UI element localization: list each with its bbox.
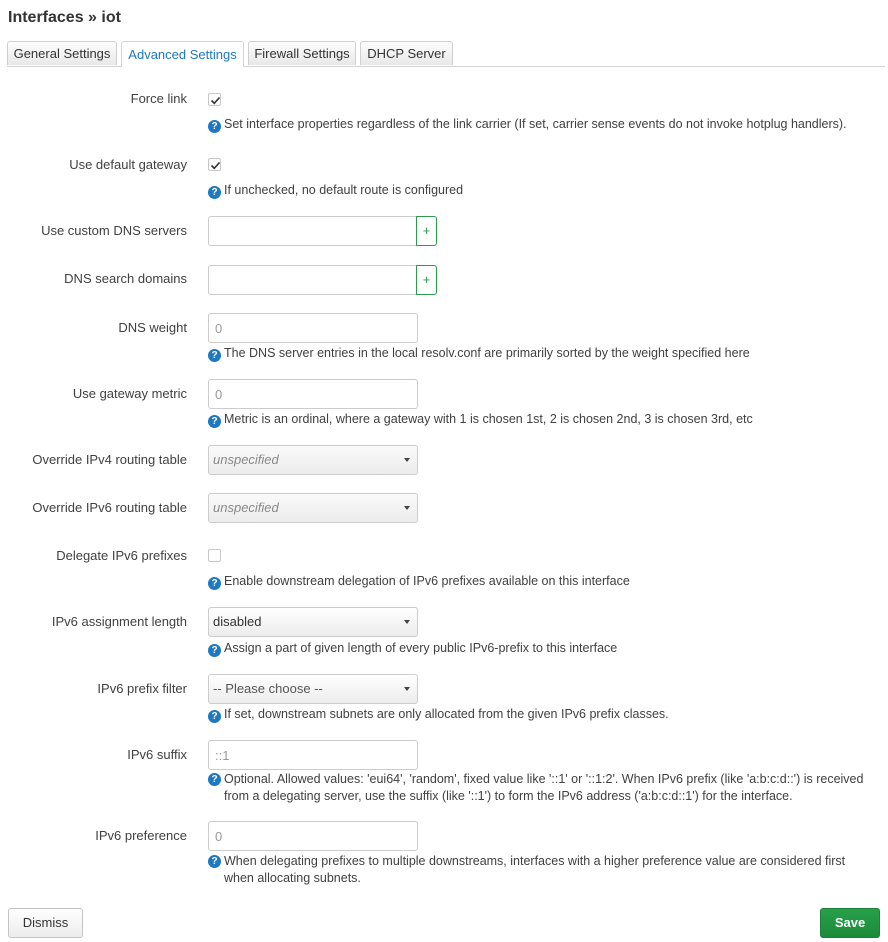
- ipv4-table-select[interactable]: [208, 445, 418, 475]
- force-link-label: Force link: [130, 91, 187, 106]
- question-circle-icon: ?: [208, 415, 221, 428]
- tab-dhcp-server[interactable]: DHCP Server: [360, 41, 453, 65]
- checkmark-icon: [210, 160, 221, 171]
- custom-dns-label: Use custom DNS servers: [41, 223, 187, 238]
- question-circle-icon: ?: [208, 120, 221, 133]
- question-circle-icon: ?: [208, 773, 221, 786]
- prefix-filter-label: IPv6 prefix filter: [97, 681, 187, 696]
- dns-search-list: [208, 265, 437, 295]
- page-title: Interfaces » iot: [8, 9, 121, 26]
- ipv4-table-selected: unspecified: [213, 452, 279, 467]
- tab-general-settings[interactable]: General Settings: [7, 41, 117, 65]
- gateway-metric-label: Use gateway metric: [72, 386, 187, 401]
- question-circle-icon: ?: [208, 710, 221, 723]
- force-link-help: ? Set interface properties regardless of the link carrier (If set, carrier sense events do not invoke hotplug handlers).: [208, 116, 847, 133]
- ipv6-table-selected: unspecified: [213, 500, 279, 515]
- ipv6-suffix-label: IPv6 suffix: [127, 747, 187, 762]
- caret-down-icon: [404, 620, 410, 624]
- custom-dns-input[interactable]: [208, 216, 417, 246]
- force-link-checkbox[interactable]: [208, 93, 221, 106]
- dns-weight-input[interactable]: [208, 313, 418, 343]
- default-gateway-label: Use default gateway: [69, 157, 187, 172]
- checkmark-icon: [210, 95, 221, 106]
- tab-firewall-settings[interactable]: Firewall Settings: [248, 41, 356, 65]
- dismiss-button[interactable]: Dismiss: [8, 908, 83, 938]
- prefix-filter-select[interactable]: [208, 674, 418, 704]
- question-circle-icon: ?: [208, 349, 221, 362]
- ipv6-suffix-input[interactable]: [208, 740, 418, 770]
- default-gateway-checkbox[interactable]: [208, 158, 221, 171]
- ipv6-suffix-help: ? Optional. Allowed values: 'eui64', 'random', fixed value like '::1' or '::1:2'. When IPv6 prefix (like 'a:b:c:d::') is received from a delegating server, use the suffix (like '::1') to form the IPv6 address ('a:b:c:d::1') for the interface.: [208, 771, 876, 805]
- delegate-prefixes-checkbox[interactable]: [208, 549, 221, 562]
- question-circle-icon: ?: [208, 644, 221, 657]
- ipv6-preference-label: IPv6 preference: [95, 828, 187, 843]
- gateway-metric-help: ? Metric is an ordinal, where a gateway with 1 is chosen 1st, 2 is chosen 2nd, 3 is chosen 3rd, etc: [208, 411, 753, 428]
- delegate-prefixes-label: Delegate IPv6 prefixes: [56, 548, 187, 563]
- ipv6-table-label: Override IPv6 routing table: [32, 500, 187, 515]
- assign-length-help: ? Assign a part of given length of every public IPv6-prefix to this interface: [208, 640, 617, 657]
- caret-down-icon: [404, 506, 410, 510]
- assign-length-label: IPv6 assignment length: [51, 614, 187, 629]
- question-circle-icon: ?: [208, 186, 221, 199]
- ipv4-table-label: Override IPv4 routing table: [32, 452, 187, 467]
- custom-dns-list: [208, 216, 437, 246]
- dns-weight-help: ? The DNS server entries in the local resolv.conf are primarily sorted by the weight specified here: [208, 345, 750, 362]
- prefix-filter-selected: -- Please choose --: [213, 681, 323, 696]
- ipv6-table-select[interactable]: [208, 493, 418, 523]
- delegate-prefixes-help: ? Enable downstream delegation of IPv6 prefixes available on this interface: [208, 573, 630, 590]
- dns-search-label: DNS search domains: [64, 271, 187, 286]
- default-gateway-help: ? If unchecked, no default route is configured: [208, 182, 463, 199]
- prefix-filter-help: ? If set, downstream subnets are only allocated from the given IPv6 prefix classes.: [208, 706, 669, 723]
- assign-length-select[interactable]: [208, 607, 418, 637]
- dns-search-add-button[interactable]: +: [416, 265, 437, 295]
- assign-length-selected: disabled: [213, 614, 262, 629]
- custom-dns-add-button[interactable]: +: [416, 216, 437, 246]
- gateway-metric-input[interactable]: [208, 379, 418, 409]
- dns-weight-label: DNS weight: [118, 320, 187, 335]
- caret-down-icon: [404, 687, 410, 691]
- tab-advanced-settings[interactable]: Advanced Settings: [121, 41, 244, 67]
- save-button[interactable]: Save: [820, 908, 880, 938]
- ipv6-preference-help: ? When delegating prefixes to multiple downstreams, interfaces with a higher preference value are considered first when allocating subnets.: [208, 853, 876, 887]
- tab-bar: [7, 41, 885, 67]
- dns-search-input[interactable]: [208, 265, 417, 295]
- ipv6-preference-input[interactable]: [208, 821, 418, 851]
- question-circle-icon: ?: [208, 855, 221, 868]
- caret-down-icon: [404, 458, 410, 462]
- question-circle-icon: ?: [208, 577, 221, 590]
